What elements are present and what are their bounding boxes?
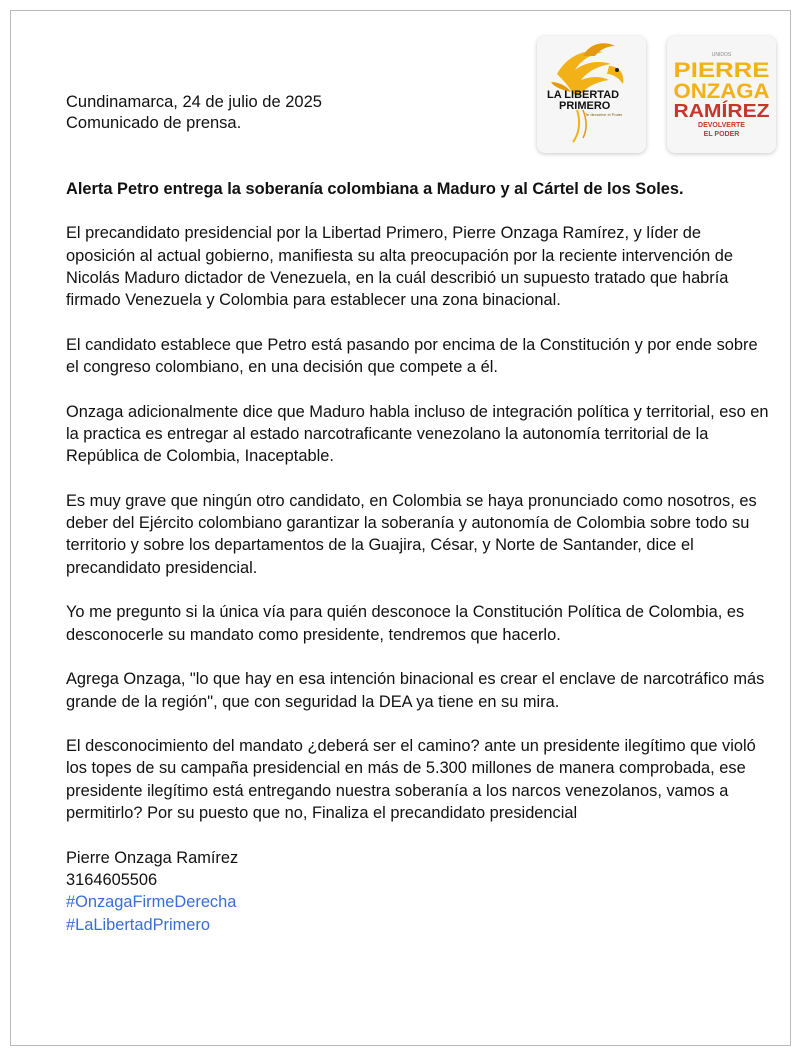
signature-phone: 3164605506 <box>66 870 158 889</box>
press-release-title: Alerta Petro entrega la soberanía colombiana a Maduro y al Cártel de los Soles. <box>66 180 684 198</box>
logo-tagline: Te devuelve el Poder <box>585 112 623 117</box>
paragraph-7: El desconocimiento del mandato ¿deberá ser el camino? ante un presidente ilegítimo que violó los topes de su campaña presidencial en más de 5.300 millones de manera comprobada, ese presidente ilegítimo está entregando nuestra soberanía a los narcos venezolanos, vamos a permitirlo? Por su puesto que no, Finaliza el precandidato presidencial <box>66 737 756 823</box>
paragraph-3: Onzaga adicionalmente dice que Maduro habla incluso de integración política y territorial, eso en la practica es entregar al estado narcotraficante venezolano la autonomía territorial de la República de Colombia, Inaceptable. <box>66 402 769 466</box>
logo-ramirez-text: RAMÍREZ <box>673 101 756 121</box>
logo-text-line2: PRIMERO <box>559 100 611 112</box>
document-header <box>66 92 322 134</box>
hashtag-la-libertad-primero[interactable]: #LaLibertadPrimero <box>66 915 210 934</box>
paragraph-6: Agrega Onzaga, "lo que hay en esa intención binacional es crear el enclave de narcotráfico más grande de la región", que con seguridad la DEA ya tiene en su mira. <box>66 670 765 711</box>
signature-block <box>66 847 772 936</box>
logo-pierre-text: PIERRE <box>673 59 770 82</box>
logo-devolverte-text: DEVOLVERTE <box>698 122 745 129</box>
press-release-body <box>66 178 772 936</box>
logo-el-poder-text: EL PODER <box>703 131 740 138</box>
logo-unidos-text: UNIDOS <box>711 52 732 58</box>
signature-name: Pierre Onzaga Ramírez <box>66 848 239 867</box>
location-date: Cundinamarca, 24 de julio de 2025 <box>66 93 322 111</box>
hashtag-onzaga-firme-derecha[interactable]: #OnzagaFirmeDerecha <box>66 893 237 912</box>
logo-onzaga-text: ONZAGA <box>673 80 770 103</box>
la-libertad-primero-logo <box>537 36 646 153</box>
paragraph-4: Es muy grave que ningún otro candidato, en Colombia se haya pronunciado como nosotros, es deber del Ejército colombiano garantizar la soberanía y autonomía de Colombia sobre todo su territorio y sobre los departamentos de la Guajira, César, y Norte de Santander, dice el precandidato presidencial. <box>66 491 757 577</box>
paragraph-5: Yo me pregunto si la única vía para quién desconoce la Constitución Política de Colombia, es desconocerle su mandato como presidente, tendremos que hacerlo. <box>66 603 745 644</box>
paragraph-2: El candidato establece que Petro está pasando por encima de la Constitución y por ende sobre el congreso colombiano, en una decisión que compete a él. <box>66 335 758 377</box>
paragraph-1: El precandidato presidencial por la Libertad Primero, Pierre Onzaga Ramírez, y líder de oposición al actual gobierno, manifiesta su alta preocupación por la reciente intervención de Nicolás Maduro dictador de Venezuela, en la cuál describió un supuesto tratado que habría firmado Venezuela y Colombia para establecer una zona binacional. <box>66 224 733 310</box>
pierre-onzaga-ramirez-logo <box>667 36 776 153</box>
phoenix-bird-icon <box>537 36 646 153</box>
document-type: Comunicado de prensa. <box>66 114 242 132</box>
logo-text-line1: LA LIBERTAD <box>547 89 620 101</box>
